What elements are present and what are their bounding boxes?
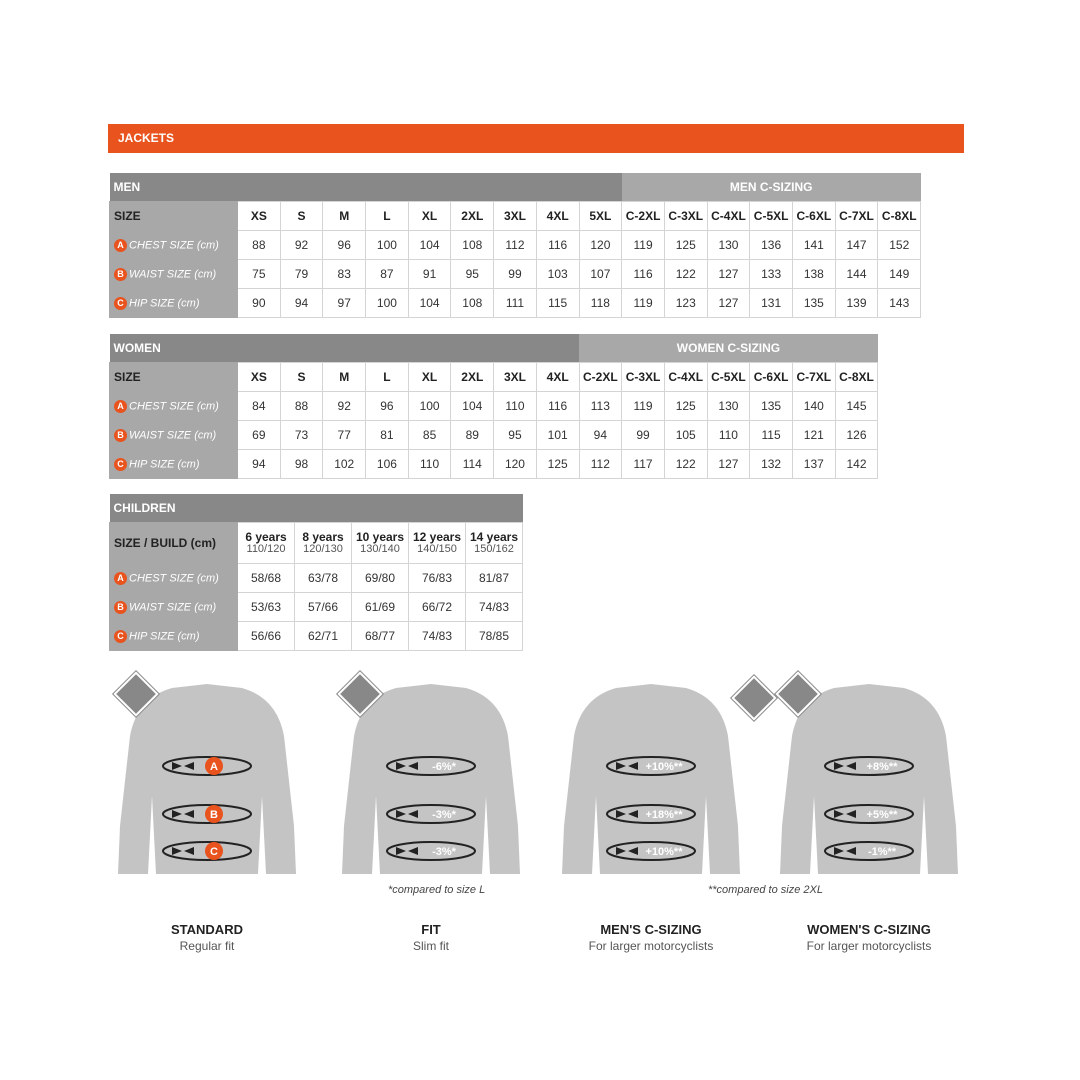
men-cell: 94 bbox=[280, 289, 323, 318]
figure-title: FIT bbox=[421, 922, 441, 937]
women-size-header: XS bbox=[238, 363, 281, 392]
women-cell: 106 bbox=[366, 450, 409, 479]
men-size-header: 3XL bbox=[494, 202, 537, 231]
women-cell: 73 bbox=[280, 421, 323, 450]
csizing-footnote: **compared to size 2XL bbox=[708, 884, 823, 896]
men-csizing-title: MEN C-SIZING bbox=[622, 173, 921, 202]
women-cell: 112 bbox=[579, 450, 622, 479]
figure-caption bbox=[122, 922, 292, 953]
men-cell: 135 bbox=[792, 289, 835, 318]
figure-caption bbox=[784, 922, 954, 953]
men-cell: 104 bbox=[408, 289, 451, 318]
men-cell: 123 bbox=[664, 289, 707, 318]
children-cell: 53/63 bbox=[238, 593, 295, 622]
women-cell: 130 bbox=[707, 392, 750, 421]
women-cell: 95 bbox=[494, 421, 537, 450]
men-cell: 115 bbox=[536, 289, 579, 318]
women-cell: 96 bbox=[366, 392, 409, 421]
children-size-header bbox=[409, 523, 466, 564]
women-cell: 119 bbox=[622, 392, 665, 421]
badge-b-icon: B bbox=[114, 601, 127, 614]
children-data-row bbox=[110, 593, 523, 622]
men-cell: 83 bbox=[323, 260, 366, 289]
men-cell: 139 bbox=[835, 289, 878, 318]
men-cell: 112 bbox=[494, 231, 537, 260]
men-cell: 152 bbox=[878, 231, 921, 260]
women-data-row bbox=[110, 392, 878, 421]
jackets-banner: JACKETS bbox=[108, 124, 964, 153]
women-title: WOMEN bbox=[110, 334, 580, 363]
men-size-header: C-8XL bbox=[878, 202, 921, 231]
women-size-header: C-6XL bbox=[750, 363, 793, 392]
women-cell: 126 bbox=[835, 421, 878, 450]
men-cell: 149 bbox=[878, 260, 921, 289]
men-cell: 108 bbox=[451, 289, 494, 318]
children-cell: 58/68 bbox=[238, 564, 295, 593]
children-build: 130/140 bbox=[360, 543, 400, 555]
women-cell: 94 bbox=[238, 450, 281, 479]
men-cell: 138 bbox=[792, 260, 835, 289]
men-cell: 88 bbox=[238, 231, 281, 260]
women-size-header: C-7XL bbox=[792, 363, 835, 392]
badge-a-icon: A bbox=[114, 572, 127, 585]
women-size-header: XL bbox=[408, 363, 451, 392]
men-cell: 143 bbox=[878, 289, 921, 318]
men-cell: 75 bbox=[238, 260, 281, 289]
men-data-row bbox=[110, 289, 921, 318]
women-size-table bbox=[109, 334, 878, 479]
men-cell: 127 bbox=[707, 260, 750, 289]
children-cell: 66/72 bbox=[409, 593, 466, 622]
children-cell: 68/77 bbox=[352, 622, 409, 651]
men-cell: 136 bbox=[750, 231, 793, 260]
women-row-label bbox=[110, 392, 238, 421]
women-cell: 113 bbox=[579, 392, 622, 421]
women-size-header: 2XL bbox=[451, 363, 494, 392]
jacket-silhouette bbox=[342, 684, 520, 874]
children-size-header bbox=[295, 523, 352, 564]
measure-mark: -1%** bbox=[867, 846, 897, 858]
jacket-figure bbox=[556, 676, 746, 876]
women-data-row bbox=[110, 450, 878, 479]
men-size-header: XS bbox=[238, 202, 281, 231]
men-cell: 131 bbox=[750, 289, 793, 318]
women-row-label bbox=[110, 421, 238, 450]
children-row-label bbox=[110, 593, 238, 622]
children-build: 150/162 bbox=[474, 543, 514, 555]
fit-footnote: *compared to size L bbox=[388, 884, 486, 896]
women-cell: 110 bbox=[707, 421, 750, 450]
women-cell: 69 bbox=[238, 421, 281, 450]
measure-mark: -3%* bbox=[432, 846, 456, 858]
women-data-row bbox=[110, 421, 878, 450]
measure-mark: C bbox=[210, 846, 218, 858]
women-cell: 121 bbox=[792, 421, 835, 450]
badge-a-icon: A bbox=[114, 400, 127, 413]
men-size-header: L bbox=[366, 202, 409, 231]
figure-caption bbox=[566, 922, 736, 953]
figure-title: STANDARD bbox=[171, 922, 243, 937]
measure-label: HIP SIZE (cm) bbox=[129, 629, 200, 642]
children-cell: 74/83 bbox=[409, 622, 466, 651]
measure-label: HIP SIZE (cm) bbox=[129, 457, 200, 470]
figure-subtitle: Regular fit bbox=[179, 939, 235, 953]
children-cell: 62/71 bbox=[295, 622, 352, 651]
women-size-header: 4XL bbox=[536, 363, 579, 392]
measure-mark: +5%** bbox=[866, 809, 898, 821]
women-cell: 110 bbox=[494, 392, 537, 421]
men-size-header: M bbox=[323, 202, 366, 231]
men-cell: 100 bbox=[366, 231, 409, 260]
men-size-header: C-4XL bbox=[707, 202, 750, 231]
women-cell: 99 bbox=[622, 421, 665, 450]
men-cell: 125 bbox=[664, 231, 707, 260]
men-size-header: XL bbox=[408, 202, 451, 231]
women-cell: 100 bbox=[408, 392, 451, 421]
men-data-row bbox=[110, 260, 921, 289]
women-cell: 88 bbox=[280, 392, 323, 421]
children-row-label bbox=[110, 622, 238, 651]
children-cell: 81/87 bbox=[466, 564, 523, 593]
women-cell: 115 bbox=[750, 421, 793, 450]
men-row-label bbox=[110, 289, 238, 318]
men-cell: 144 bbox=[835, 260, 878, 289]
measure-mark: +10%** bbox=[645, 846, 683, 858]
men-cell: 90 bbox=[238, 289, 281, 318]
measure-label: WAIST SIZE (cm) bbox=[129, 600, 217, 613]
measure-mark: +18%** bbox=[645, 809, 683, 821]
women-cell: 142 bbox=[835, 450, 878, 479]
children-age: 8 years bbox=[302, 530, 344, 544]
women-row-label bbox=[110, 450, 238, 479]
children-title: CHILDREN bbox=[110, 494, 523, 523]
men-size-header: C-3XL bbox=[664, 202, 707, 231]
women-size-header: C-5XL bbox=[707, 363, 750, 392]
men-size-header: C-7XL bbox=[835, 202, 878, 231]
men-cell: 122 bbox=[664, 260, 707, 289]
women-cell: 125 bbox=[664, 392, 707, 421]
men-cell: 100 bbox=[366, 289, 409, 318]
men-cell: 119 bbox=[622, 289, 665, 318]
men-data-row bbox=[110, 231, 921, 260]
children-size-table bbox=[109, 494, 523, 651]
men-cell: 91 bbox=[408, 260, 451, 289]
women-cell: 77 bbox=[323, 421, 366, 450]
children-age: 14 years bbox=[469, 530, 519, 544]
children-cell: 74/83 bbox=[466, 593, 523, 622]
badge-b-icon: B bbox=[114, 429, 127, 442]
men-cell: 116 bbox=[622, 260, 665, 289]
men-cell: 119 bbox=[622, 231, 665, 260]
women-cell: 116 bbox=[536, 392, 579, 421]
women-cell: 132 bbox=[750, 450, 793, 479]
women-cell: 104 bbox=[451, 392, 494, 421]
men-row-label bbox=[110, 260, 238, 289]
women-size-header: C-3XL bbox=[622, 363, 665, 392]
badge-c-icon: C bbox=[114, 630, 127, 643]
measure-mark: A bbox=[210, 761, 218, 773]
children-cell: 61/69 bbox=[352, 593, 409, 622]
measure-mark: -3%* bbox=[432, 809, 456, 821]
children-data-row bbox=[110, 622, 523, 651]
men-size-header: 5XL bbox=[579, 202, 622, 231]
measure-label: WAIST SIZE (cm) bbox=[129, 267, 217, 280]
women-cell: 122 bbox=[664, 450, 707, 479]
children-cell: 63/78 bbox=[295, 564, 352, 593]
measure-label: HIP SIZE (cm) bbox=[129, 296, 200, 309]
measure-mark: -6%* bbox=[432, 761, 456, 773]
women-cell: 102 bbox=[323, 450, 366, 479]
men-cell: 97 bbox=[323, 289, 366, 318]
men-cell: 103 bbox=[536, 260, 579, 289]
men-size-header: 4XL bbox=[536, 202, 579, 231]
men-title: MEN bbox=[110, 173, 622, 202]
women-cell: 120 bbox=[494, 450, 537, 479]
men-cell: 111 bbox=[494, 289, 537, 318]
children-cell: 76/83 bbox=[409, 564, 466, 593]
women-size-header: 3XL bbox=[494, 363, 537, 392]
men-cell: 107 bbox=[579, 260, 622, 289]
women-cell: 137 bbox=[792, 450, 835, 479]
children-age: 12 years bbox=[412, 530, 462, 544]
women-cell: 125 bbox=[536, 450, 579, 479]
men-size-header: C-5XL bbox=[750, 202, 793, 231]
women-cell: 101 bbox=[536, 421, 579, 450]
women-size-label: SIZE bbox=[110, 363, 238, 392]
women-cell: 84 bbox=[238, 392, 281, 421]
children-row-label bbox=[110, 564, 238, 593]
badge-b-icon: B bbox=[114, 268, 127, 281]
badge-c-icon: C bbox=[114, 297, 127, 310]
figure-subtitle: For larger motorcyclists bbox=[588, 939, 714, 953]
men-cell: 118 bbox=[579, 289, 622, 318]
children-size-header bbox=[466, 523, 523, 564]
children-cell: 56/66 bbox=[238, 622, 295, 651]
men-cell: 104 bbox=[408, 231, 451, 260]
men-cell: 133 bbox=[750, 260, 793, 289]
women-cell: 110 bbox=[408, 450, 451, 479]
measure-mark: +10%** bbox=[645, 761, 683, 773]
badge-c-icon: C bbox=[114, 458, 127, 471]
men-cell: 87 bbox=[366, 260, 409, 289]
figure-subtitle: Slim fit bbox=[413, 939, 449, 953]
women-cell: 85 bbox=[408, 421, 451, 450]
children-cell: 78/85 bbox=[466, 622, 523, 651]
women-size-header: S bbox=[280, 363, 323, 392]
women-csizing-title: WOMEN C-SIZING bbox=[579, 334, 878, 363]
women-cell: 92 bbox=[323, 392, 366, 421]
men-size-table bbox=[109, 173, 921, 318]
men-cell: 127 bbox=[707, 289, 750, 318]
men-cell: 95 bbox=[451, 260, 494, 289]
measure-label: CHEST SIZE (cm) bbox=[129, 571, 219, 584]
women-cell: 98 bbox=[280, 450, 323, 479]
men-size-label: SIZE bbox=[110, 202, 238, 231]
women-cell: 81 bbox=[366, 421, 409, 450]
children-cell: 69/80 bbox=[352, 564, 409, 593]
men-cell: 147 bbox=[835, 231, 878, 260]
measure-label: WAIST SIZE (cm) bbox=[129, 428, 217, 441]
men-cell: 108 bbox=[451, 231, 494, 260]
men-cell: 141 bbox=[792, 231, 835, 260]
children-cell: 57/66 bbox=[295, 593, 352, 622]
women-cell: 145 bbox=[835, 392, 878, 421]
women-size-header: C-8XL bbox=[835, 363, 878, 392]
measure-label: CHEST SIZE (cm) bbox=[129, 399, 219, 412]
measure-mark: B bbox=[210, 809, 218, 821]
women-cell: 117 bbox=[622, 450, 665, 479]
women-cell: 127 bbox=[707, 450, 750, 479]
women-size-header: L bbox=[366, 363, 409, 392]
figure-caption bbox=[346, 922, 516, 953]
men-cell: 116 bbox=[536, 231, 579, 260]
men-size-header: 2XL bbox=[451, 202, 494, 231]
men-cell: 130 bbox=[707, 231, 750, 260]
men-row-label bbox=[110, 231, 238, 260]
measure-mark: +8%** bbox=[866, 761, 898, 773]
women-cell: 89 bbox=[451, 421, 494, 450]
figure-subtitle: For larger motorcyclists bbox=[806, 939, 932, 953]
men-cell: 96 bbox=[323, 231, 366, 260]
women-size-header: C-4XL bbox=[664, 363, 707, 392]
children-build: 120/130 bbox=[303, 543, 343, 555]
men-cell: 120 bbox=[579, 231, 622, 260]
men-cell: 99 bbox=[494, 260, 537, 289]
figure-title: MEN'S C-SIZING bbox=[600, 922, 702, 937]
children-data-row bbox=[110, 564, 523, 593]
men-size-header: C-6XL bbox=[792, 202, 835, 231]
children-build: 140/150 bbox=[417, 543, 457, 555]
women-cell: 135 bbox=[750, 392, 793, 421]
men-cell: 79 bbox=[280, 260, 323, 289]
figure-title: WOMEN'S C-SIZING bbox=[807, 922, 931, 937]
men-size-header: S bbox=[280, 202, 323, 231]
men-size-header: C-2XL bbox=[622, 202, 665, 231]
women-cell: 114 bbox=[451, 450, 494, 479]
men-cell: 92 bbox=[280, 231, 323, 260]
women-size-header: C-2XL bbox=[579, 363, 622, 392]
women-cell: 94 bbox=[579, 421, 622, 450]
women-cell: 105 bbox=[664, 421, 707, 450]
children-build: 110/120 bbox=[246, 543, 286, 555]
children-age: 6 years bbox=[245, 530, 287, 544]
women-cell: 140 bbox=[792, 392, 835, 421]
children-age: 10 years bbox=[355, 530, 405, 544]
children-size-header bbox=[352, 523, 409, 564]
women-size-header: M bbox=[323, 363, 366, 392]
children-size-label: SIZE / BUILD (cm) bbox=[110, 523, 238, 564]
badge-a-icon: A bbox=[114, 239, 127, 252]
measure-label: CHEST SIZE (cm) bbox=[129, 238, 219, 251]
children-size-header bbox=[238, 523, 295, 564]
